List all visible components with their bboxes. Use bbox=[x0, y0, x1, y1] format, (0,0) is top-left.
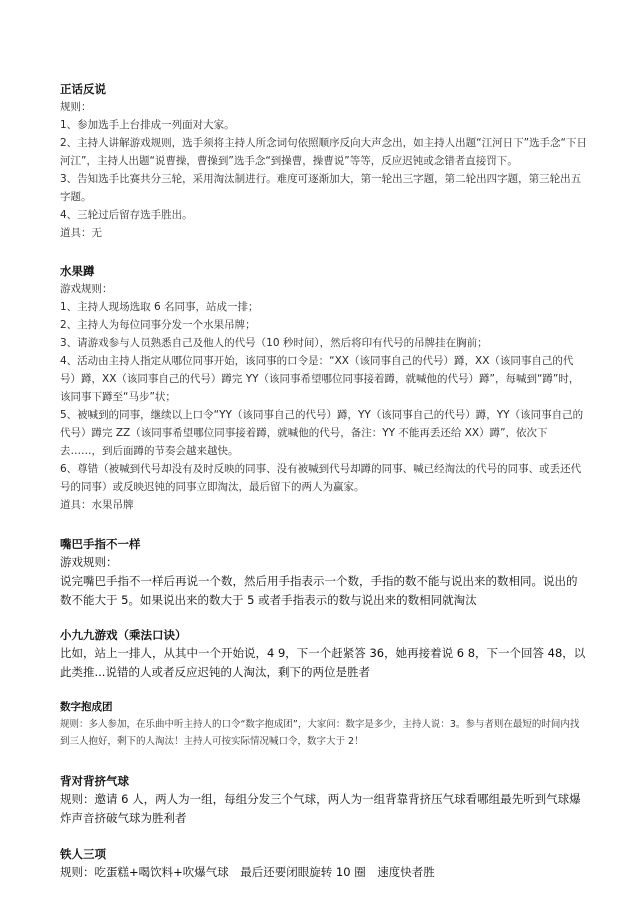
section-tieren-sanxiang bbox=[60, 845, 588, 882]
props-line: 道具：无 bbox=[60, 227, 102, 239]
rule-line: 3、请游戏参与人员熟悉自己及他人的代号（10 秒时间），然后将印有代号的吊牌挂在胸前； bbox=[60, 337, 488, 349]
section-title: 背对背挤气球 bbox=[60, 774, 129, 788]
section-title: 正话反说 bbox=[60, 82, 106, 96]
section-zuiba-shouzhi bbox=[60, 535, 588, 610]
rule-line: 说完嘴巴手指不一样后再说一个数，然后用手指表示一个数，手指的数不能与说出来的数相同。说出的数不能大于 5。如果说出来的数大于 5 或者手指表示的数与说出来的数相同就淘汰 bbox=[60, 574, 578, 607]
rule-line: 3、告知选手比赛共分三轮，采用淘汰制进行。难度可逐渐加大，第一轮出三字题，第二轮出四字题，第三轮出五字题。 bbox=[60, 173, 582, 203]
rule-line: 4、三轮过后留存选手胜出。 bbox=[60, 209, 193, 221]
rule-label: 游戏规则： bbox=[60, 283, 113, 295]
section-title: 铁人三项 bbox=[60, 847, 106, 861]
section-shuiguo-dun bbox=[60, 262, 588, 514]
rule-line: 1、参加选手上台排成一列面对大家。 bbox=[60, 119, 235, 131]
rule-line: 2、主持人讲解游戏规则，选手须将主持人所念词句依照顺序反向大声念出，如主持人出题“江河日下”选手念“下日河江”，主持人出题“说曹操，曹操到”选手念“到操曹，操曹说”等等，反应迟钝或念错者直接罚下。 bbox=[60, 137, 587, 167]
section-zhenghua-fanshuo bbox=[60, 80, 588, 242]
rule-line: 规则：多人参加，在乐曲中听主持人的口令“数字抱成团”，大家问：数字是多少，主持人说：3。参与者则在最短的时间内找到三人抱好，剩下的人淘汰！主持人可按实际情况喊口令，数字大于 2！ bbox=[60, 719, 580, 747]
section-title: 水果蹲 bbox=[60, 264, 95, 278]
section-xiaojiujiu bbox=[60, 626, 588, 682]
rule-line: 5、被喊到的同事，继续以上口令“YY（该同事自己的代号）蹲，YY（该同事自己的代号）蹲，YY（该同事自己的代号）蹲完 ZZ（该同事希望哪位同事接着蹲，就喊他的代号，备注：YY 不能再丢还给 XX）蹲”，依次下去……，到后面蹲的节奏会越来越快。 bbox=[60, 409, 584, 457]
document-page bbox=[60, 80, 588, 882]
rule-label: 游戏规则： bbox=[60, 555, 118, 569]
rule-line: 6、尊错（被喊到代号却没有及时反映的同事、没有被喊到代号却蹲的同事、喊已经淘汰的代号的同事、或丢还代号的同事）或反映迟钝的同事立即淘汰，最后留下的两人为赢家。 bbox=[60, 463, 582, 493]
props-line: 道具：水果吊牌 bbox=[60, 499, 134, 511]
rule-line: 1、主持人现场选取 6 名同事，站成一排； bbox=[60, 301, 259, 313]
rule-line: 4、活动由主持人指定从哪位同事开始，该同事的口令是：“XX（该同事自己的代号）蹲，XX（该同事自己的代号）蹲，XX（该同事自己的代号）蹲完 YY（该同事希望哪位同事接着蹲，就喊他的代号）蹲”，每喊到“蹲”时，该同事下蹲至“马步”状； bbox=[60, 355, 580, 403]
rule-line: 规则：邀请 6 人，两人为一组，每组分发三个气球，两人为一组背靠背挤压气球看哪组最先听到气球爆炸声音挤破气球为胜利者 bbox=[60, 792, 581, 825]
rule-line: 比如，站上一排人，从其中一个开始说，4 9，下一个赶紧答 36，她再接着说 6 8，下一个回答 48，以此类推...说错的人或者反应迟钝的人淘汰，剩下的两位是胜者 bbox=[60, 646, 586, 679]
section-title: 嘴巴手指不一样 bbox=[60, 537, 141, 551]
section-title: 数字抱成团 bbox=[60, 701, 113, 713]
rule-line: 规则：吃蛋糕+喝饮料+吹爆气球 最后还要闭眼旋转 10 圈 速度快者胜 bbox=[60, 865, 435, 879]
rule-label: 规则： bbox=[60, 101, 92, 113]
section-shuzi-baochengtuan bbox=[60, 698, 588, 750]
section-beiduibei-qiqiu bbox=[60, 772, 588, 828]
rule-line: 2、主持人为每位同事分发一个水果吊牌； bbox=[60, 319, 256, 331]
section-title: 小九九游戏（乘法口诀） bbox=[60, 628, 187, 642]
